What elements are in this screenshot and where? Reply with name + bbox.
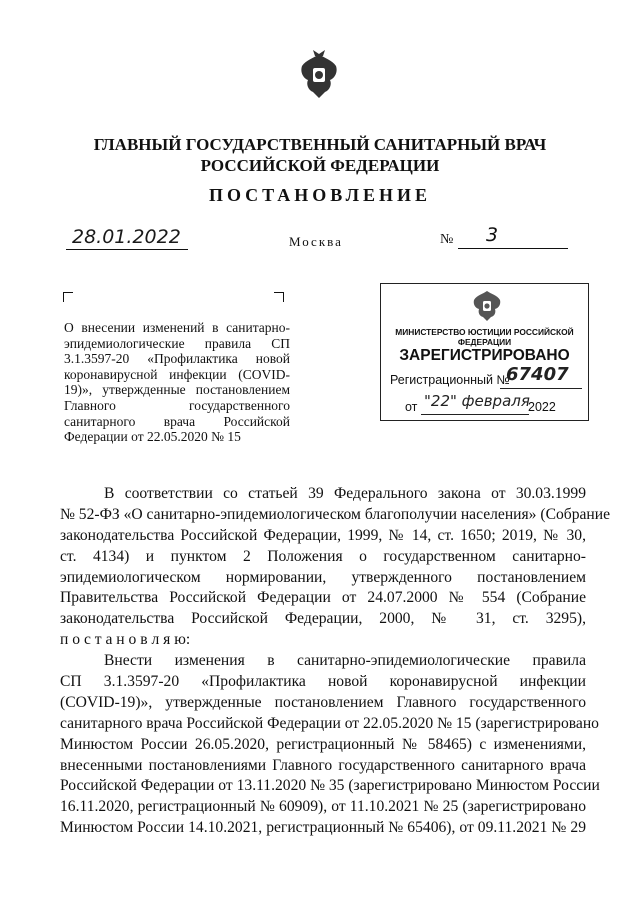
body-line: Минюстом России 26.05.2020, регистрационный № 58465) с изменениями, bbox=[60, 735, 586, 753]
document-type: ПОСТАНОВЛЕНИЕ bbox=[208, 185, 432, 205]
body-line: законодательства Российской Федерации, 2000, № 31, ст. 3295), bbox=[60, 610, 586, 628]
number-underline bbox=[458, 248, 568, 249]
issuer-line-2: РОССИЙСКОЙ ФЕДЕРАЦИИ bbox=[200, 156, 440, 175]
stamp-registered: ЗАРЕГИСТРИРОВАНО bbox=[399, 347, 570, 364]
stamp-reg-number-label: Регистрационный № bbox=[390, 373, 510, 387]
document-subject: О внесении изменений в санитарно-эпидемиологические правила СП 3.1.3597-20 «Профилактика новой коронавирусной инфекции (COVID-19)», утвержденные постановлением Главного государственного санитарного врача Российской Федерации от 22.05.2020 № 15 bbox=[64, 320, 290, 445]
stamp-date-underline bbox=[421, 414, 529, 415]
body-line: внесенными постановлениями Главного государственного санитарного врача bbox=[60, 756, 586, 774]
body-line: законодательства Российской Федерации, 1999, № 14, ст. 1650; 2019, № 30, bbox=[60, 526, 586, 544]
body-line: Правительства Российской Федерации от 24.07.2000 № 554 (Собрание bbox=[60, 589, 586, 607]
body-line: СП 3.1.3597-20 «Профилактика новой коронавирусной инфекции bbox=[60, 673, 586, 691]
body-line: п о с т а н о в л я ю: bbox=[60, 631, 191, 649]
coat-of-arms-icon bbox=[296, 48, 342, 100]
body-line: (COVID-19)», утвержденные постановлением Главного государственного bbox=[60, 693, 586, 711]
body-line: эпидемиологическом нормировании, утвержденного постановлением bbox=[60, 568, 586, 586]
subject-corner-left bbox=[63, 292, 73, 302]
document-date: 28.01.2022 bbox=[72, 226, 181, 248]
body-line: Минюстом России 14.10.2021, регистрационный № 65406), от 09.11.2021 № 29 bbox=[60, 819, 586, 837]
document-body bbox=[60, 484, 611, 839]
body-line: Внести изменения в санитарно-эпидемиологические правила bbox=[104, 652, 586, 670]
stamp-from-label: от bbox=[405, 400, 418, 414]
stamp-reg-date: "22" февраля bbox=[424, 392, 530, 410]
document-city: Москва bbox=[289, 234, 343, 249]
body-line: В соответствии со статьей 39 Федерального закона от 30.03.1999 bbox=[104, 485, 586, 502]
body-line: Российской Федерации от 13.11.2020 № 35 (зарегистрировано Минюстом России bbox=[60, 777, 600, 795]
stamp-ministry: МИНИСТЕРСТВО ЮСТИЦИИ РОССИЙСКОЙ ФЕДЕРАЦИИ bbox=[395, 327, 574, 347]
stamp-reg-number-underline bbox=[500, 388, 582, 389]
stamp-coat-of-arms-icon bbox=[470, 287, 504, 323]
body-line: ст. 4134) и пунктом 2 Положения о государственном санитарно- bbox=[60, 547, 586, 565]
number-label: № bbox=[440, 232, 454, 247]
subject-corner-right bbox=[274, 292, 284, 302]
stamp-reg-number: 67407 bbox=[506, 364, 569, 385]
issuer-title bbox=[0, 134, 640, 176]
stamp-reg-year: 2022 bbox=[528, 400, 556, 414]
body-line: № 52-ФЗ «О санитарно-эпидемиологическом благополучии населения» (Собрание bbox=[60, 505, 611, 523]
date-underline bbox=[66, 249, 188, 250]
body-line: 16.11.2020, регистрационный № 60909), от 11.10.2021 № 25 (зарегистрировано bbox=[60, 798, 586, 816]
issuer-line-1: ГЛАВНЫЙ ГОСУДАРСТВЕННЫЙ САНИТАРНЫЙ ВРАЧ bbox=[93, 135, 547, 154]
body-line: санитарного врача Российской Федерации от 22.05.2020 № 15 (зарегистрировано bbox=[60, 714, 599, 732]
document-number: 3 bbox=[486, 224, 499, 246]
